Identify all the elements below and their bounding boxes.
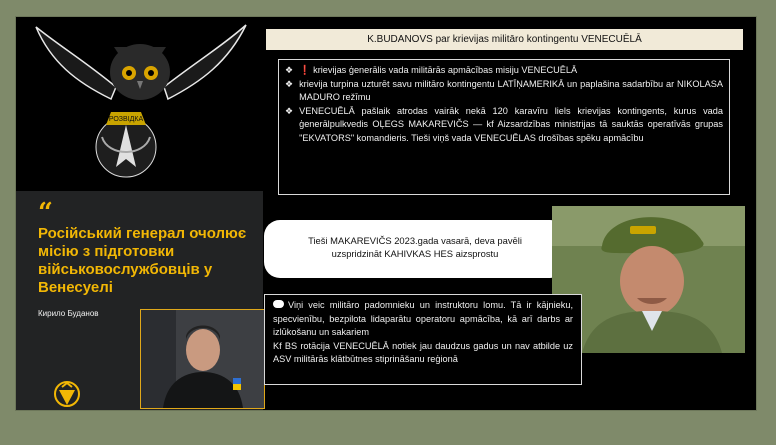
exclamation-icon: ❗ (299, 65, 311, 75)
diamond-bullet-icon: ❖ (285, 78, 294, 89)
person-name: Кирило Буданов (38, 309, 99, 318)
owl-emblem-icon (16, 17, 263, 191)
emblem-area (16, 17, 263, 191)
diamond-bullet-icon: ❖ (285, 65, 294, 75)
details-box (264, 294, 582, 385)
quote-mark: “ (38, 198, 51, 228)
budanov-photo (140, 309, 265, 409)
emblem-top-label: РОЗВІДКА (108, 116, 144, 123)
intelligence-logo-icon (52, 379, 82, 409)
bullet-item (285, 105, 723, 146)
left-panel (16, 17, 263, 410)
slide-title: K.BUDANOVS par krievijas militāro kontingentu VENECUĒLĀ (266, 29, 743, 50)
bullet-text: krievija turpina uzturēt savu militāro kontingentu LATĪŅAMERIKĀ un paplašina sadarbību ar NIKOLASA MADURO režīmu (299, 78, 723, 102)
key-points-box (278, 59, 730, 195)
bullet-item (285, 78, 723, 105)
headline: Російський генерал очолює місію з підготовки військовослужбовців у Венесуелі (38, 225, 247, 296)
details-paragraph-1: Viņi veic militāro padomnieku un instruktoru lomu. Tā ir kājnieku, specvienību, bezpilota lidaparātu operatoru apmācība, kā arī darbs ar izlūkošanu un sakariem (273, 300, 573, 337)
speech-bubble: Tieši MAKAREVIČS 2023.gada vasarā, deva pavēli uzspridzināt KAHIVKAS HES aizsprostu (264, 220, 566, 278)
diamond-bullet-icon: ❖ (285, 105, 294, 116)
bullet-text: krievijas ģenerālis vada militārās apmācības misiju VENECUĒLĀ (313, 65, 578, 75)
speech-bubble-icon (273, 300, 284, 308)
bullet-item (285, 64, 723, 78)
details-paragraph-2: Kf BS rotācija VENECUĒLĀ notiek jau daudzus gadus un nav atbilde uz ASV militārās klātbūtnes stiprināšanu reģionā (273, 340, 573, 364)
bullet-text: VENECUĒLĀ pašlaik atrodas vairāk nekā 120 karavīru liels krievijas kontingents, kurus vada ģenerālpulkvedis OĻEGS MAKAREVIČS — kf Aizsardzības ministrijas tā sauktās operatīvās grupas "EKVATORS" komandieris. Tieši viņš vada VENECUĒLAS drošības spēku apmācību (299, 105, 723, 143)
